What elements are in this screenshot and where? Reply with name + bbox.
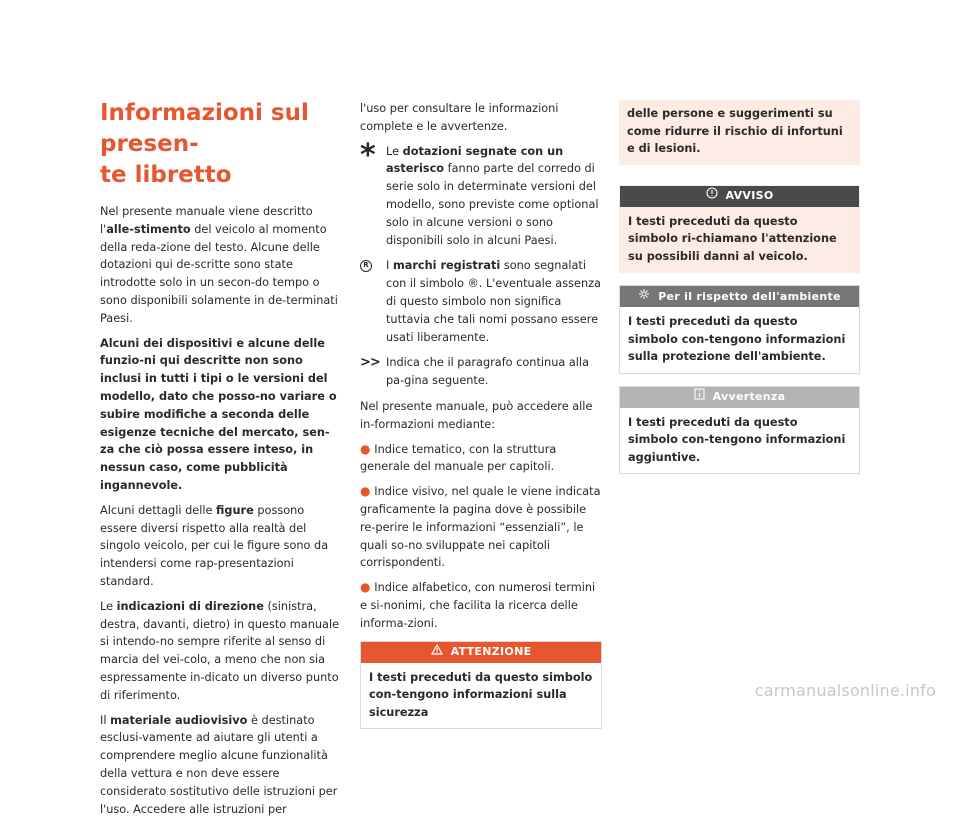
list-item: ● Indice alfabetico, con numerosi termini e si-nonimi, che facilita la ricerca delle informa-zioni. <box>360 580 596 630</box>
attenzione-box: ATTENZIONE I testi preceduti da questo simbolo con-tengono informazioni sulla sicurezza <box>360 641 602 730</box>
paragraph-access: Nel presente manuale, può accedere alle in-formazioni mediante: <box>360 399 593 431</box>
paragraph-allestimento: Nel presente manuale viene descritto l'alle-stimento del veicolo al momento della reda-zione del testo. Alcune delle dotazioni qui de-scritte sono state introdotte solo in un secon-do tempo o sono disponibili solamente in de-terminati Paesi. <box>100 205 338 325</box>
list-item: ● Indice tematico, con la struttura generale del manuale per capitoli. <box>360 441 557 474</box>
registered-note: R I marchi registrati sono segnalati con il simbolo ®. L'eventuale assenza di questo simbolo non significa tuttavia che tali nomi possano essere usati liberamente. <box>360 257 602 346</box>
paragraph-disclaimer: Alcuni dei dispositivi e alcune delle funzio-ni qui descritte non sono inclusi in tutti i tipi o le versioni del modello, dato che posso-no variare o subire modifiche a seconda delle esigenze tecniche del mercato, sen-za che ciò possa essere inteso, in nessun caso, come pubblicità ingannevole. <box>100 336 337 492</box>
page-title: Informazioni sul presen- te libretto <box>100 100 309 188</box>
watermark: carmanualsonline.info <box>754 681 936 700</box>
leaf-icon <box>638 288 650 306</box>
warning-triangle-icon <box>431 643 443 661</box>
column-3 <box>619 100 860 486</box>
paragraph-direzione: Le indicazioni di direzione (sinistra, destra, davanti, dietro) in questo manuale si intendo-no sempre riferite al senso di marcia del vei-colo, a meno che non sia espressamente in-dicato un diverso punto di riferimento. <box>100 599 340 702</box>
column-2 <box>360 100 602 741</box>
attenzione-continuation: delle persone e suggerimenti su come ridurre il rischio di infortuni e di lesioni. <box>619 100 860 165</box>
registered-icon: R <box>360 260 372 272</box>
continue-note: >> Indica che il paragrafo continua alla pa-gina seguente. <box>360 355 589 388</box>
asterisk-icon: * <box>360 137 376 173</box>
paragraph-figure: Alcuni dettagli delle figure possono essere diversi rispetto alla realtà del singolo veicolo, per cui le figure sono da intendersi come rap-presentazioni standard. <box>100 503 329 588</box>
paragraph-intro: l'uso per consultare le informazioni complete e le avvertenze. <box>360 102 559 133</box>
note-icon <box>694 388 705 406</box>
double-chevron-icon: >> <box>360 355 380 371</box>
list-item: ● Indice visivo, nel quale le viene indicata graficamente la pagina dove è possibile re-perire le informazioni “essenziali”, le quali so-no sviluppate nei capitoli corrispondenti. <box>360 484 601 570</box>
bullet-icon: ● <box>360 484 375 499</box>
avviso-box: AVVISO I testi preceduti da questo simbolo ri-chiamano l'attenzione su possibili danni al veicolo. <box>619 185 860 274</box>
avvertenza-box: Avvertenza I testi preceduti da questo simbolo con-tengono informazioni aggiuntive. <box>619 386 860 475</box>
ambiente-box: Per il rispetto dell'ambiente I testi preceduti da questo simbolo con-tengono informazioni sulla protezione dell'ambiente. <box>619 285 860 374</box>
bullet-icon: ● <box>360 441 375 456</box>
asterisk-note: * Le dotazioni segnate con un asterisco fanno parte del corredo di serie solo in determinate versioni del modello, sono previste come optional solo in alcune versioni o sono disponibili solo in alcuni Paesi. <box>360 137 599 247</box>
info-circle-icon <box>706 187 718 205</box>
column-1 <box>100 98 340 825</box>
paragraph-audiovisivo: Il materiale audiovisivo è destinato esclusi-vamente ad aiutare gli utenti a comprendere meglio alcune funzionalità della vettura e non deve essere considerato sostitutivo delle istruzioni per l'uso. Accedere alle istruzioni per <box>100 713 338 816</box>
bullet-icon: ● <box>360 580 375 595</box>
